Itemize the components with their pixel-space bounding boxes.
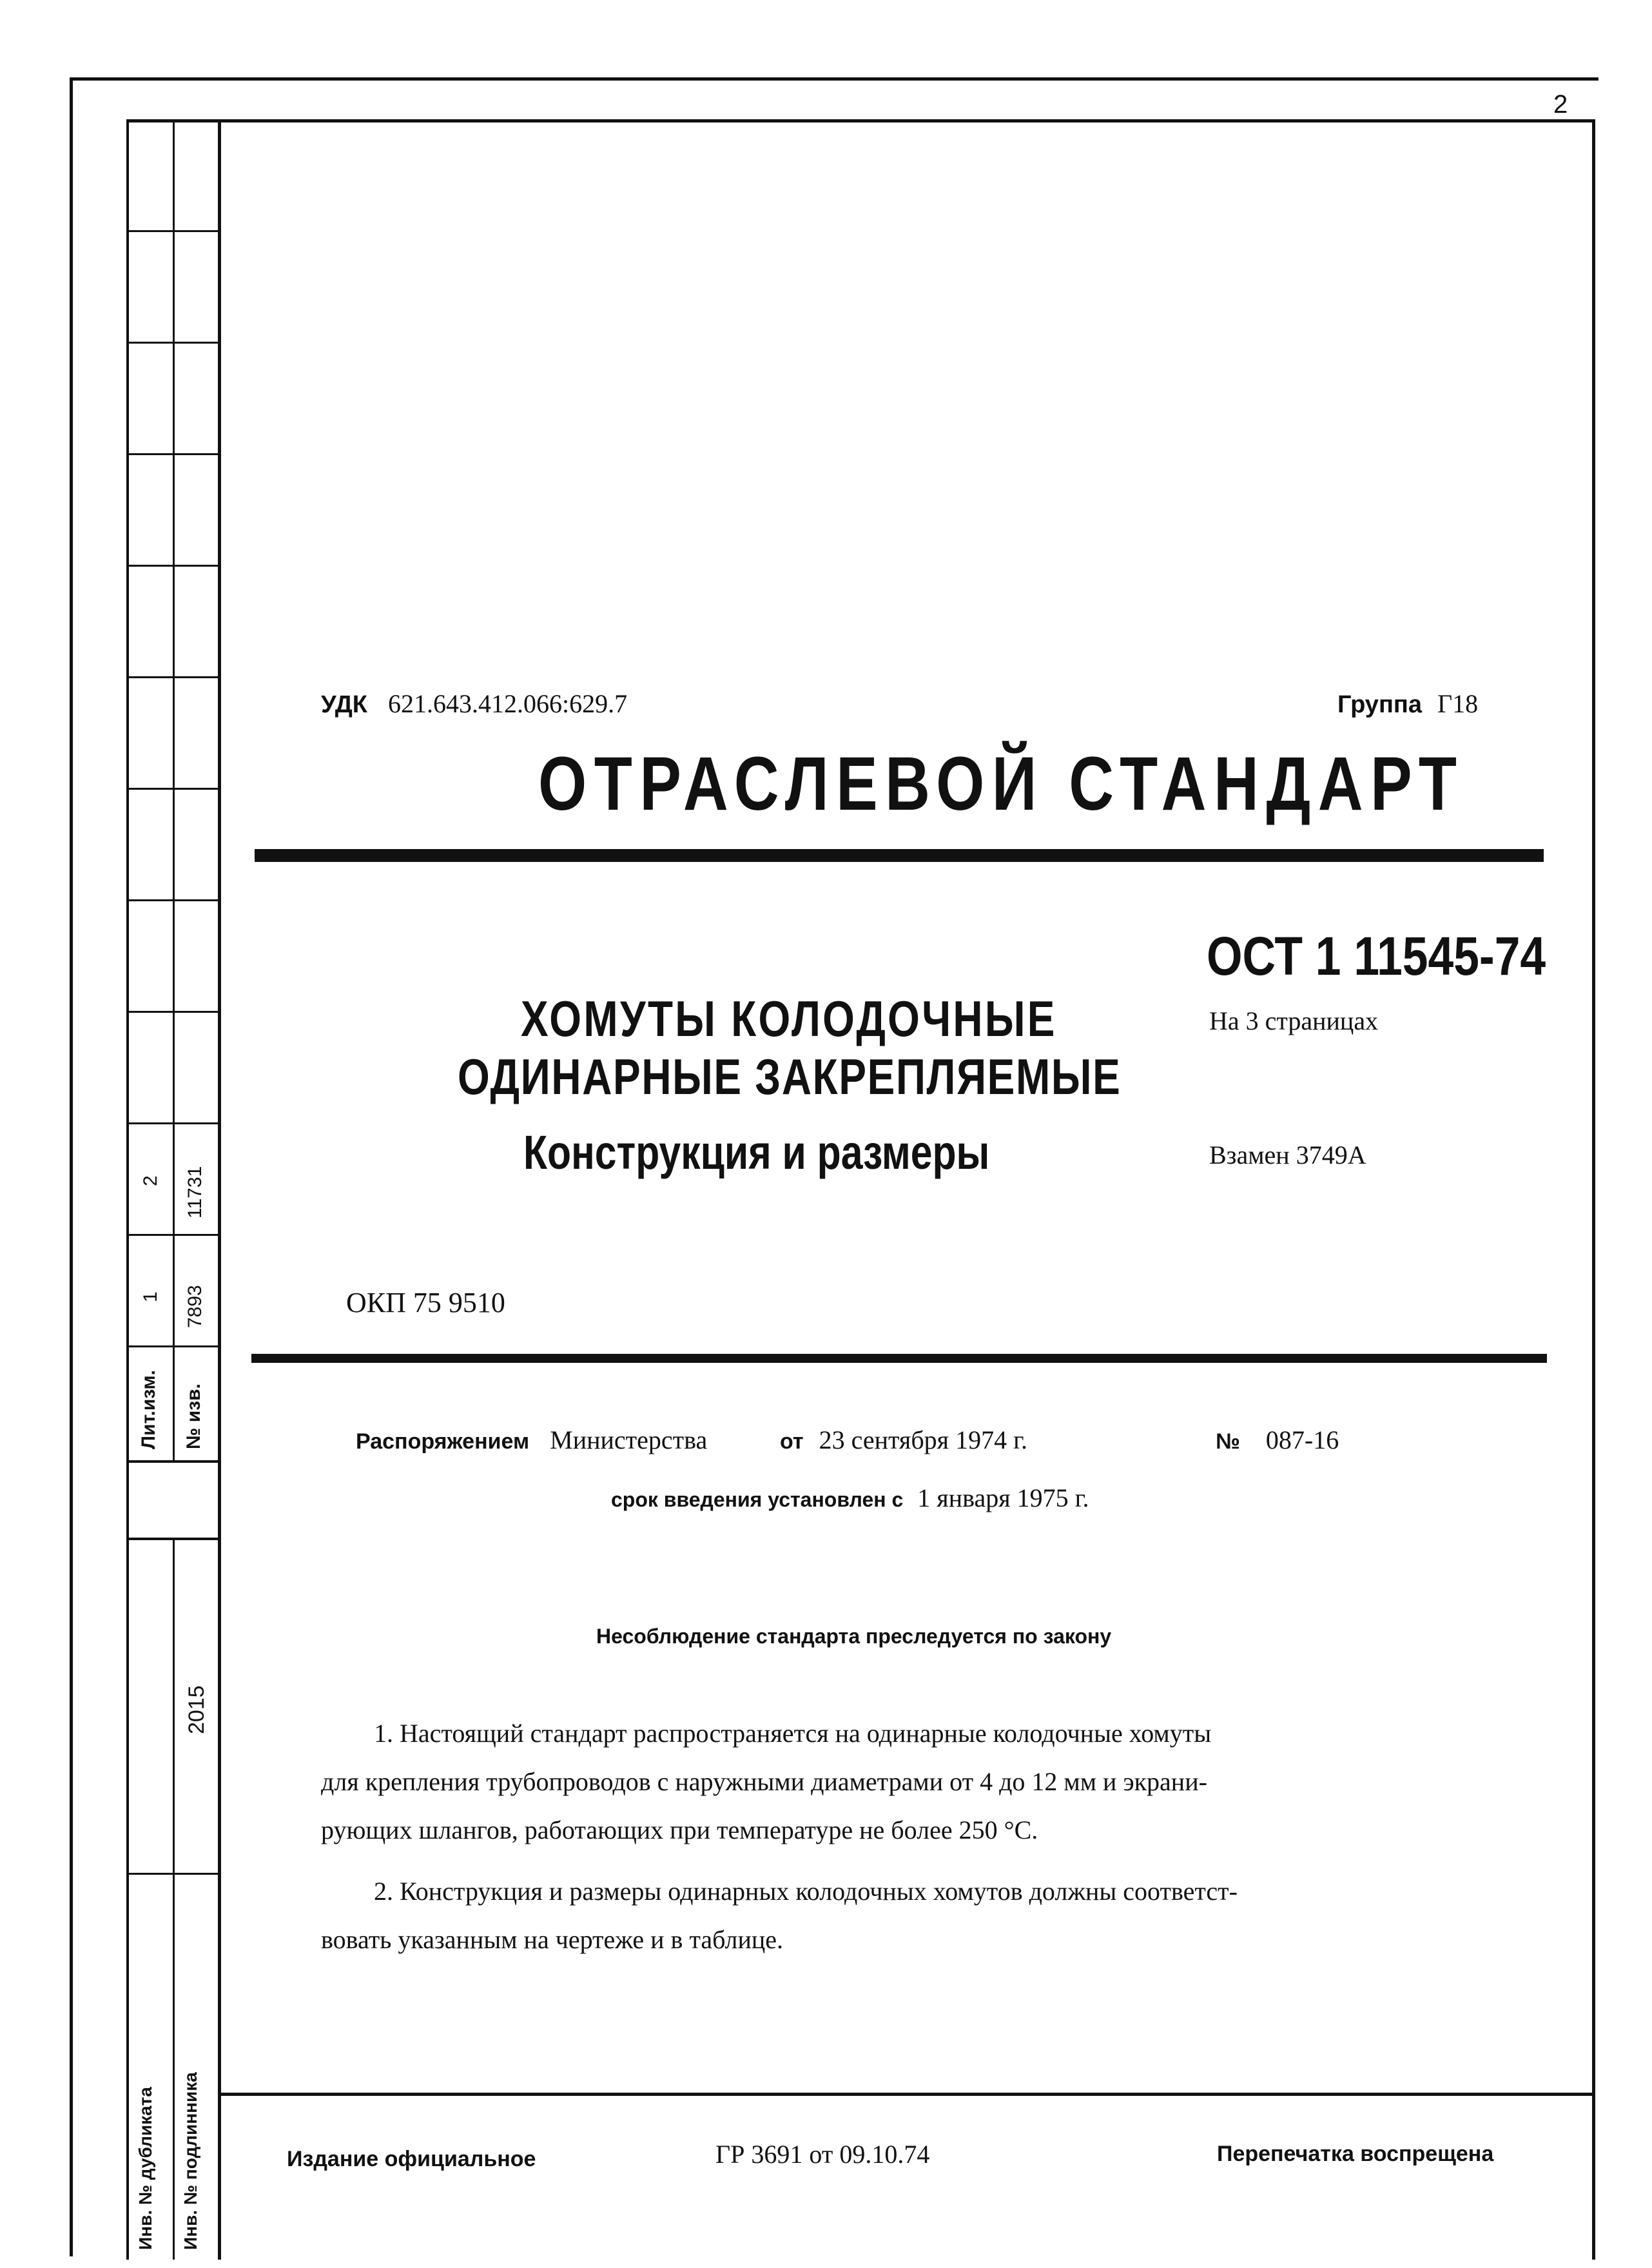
- stamp-row-line: [126, 788, 220, 790]
- stamp-col-right: [218, 119, 221, 2260]
- order-date-line: [780, 1425, 1027, 1455]
- pages-info: На 3 страницах: [1209, 1006, 1379, 1035]
- group-label: Группа: [1337, 691, 1422, 718]
- order-ministry: Министерства: [550, 1425, 708, 1454]
- stamp-row-line: [126, 1538, 220, 1540]
- udk-value: 621.643.412.066:629.7: [387, 689, 628, 718]
- stamp-col-left: [126, 119, 129, 2260]
- paragraph-1-line-2: для крепления трубопроводов с наружными диаметрами от 4 до 12 мм и экрани-: [321, 1767, 1207, 1796]
- order-number-label: №: [1216, 1429, 1240, 1454]
- inner-frame-top: [126, 119, 1595, 122]
- udk-line: [321, 689, 627, 719]
- stamp-col-mid-lower: [173, 1538, 175, 2260]
- stamp-lit-1: 1: [140, 1291, 161, 1302]
- effective-date: 1 января 1975 г.: [917, 1483, 1089, 1512]
- outer-frame-left: [70, 77, 73, 2256]
- effective-label: срок введения установлен с: [611, 1488, 904, 1511]
- stamp-row-line: [126, 676, 220, 678]
- stamp-izv-2: 11731: [184, 1166, 206, 1218]
- group-line: [1337, 689, 1478, 719]
- order-number: 087-16: [1265, 1425, 1339, 1454]
- header-title: ОТРАСЛЕВОЙ СТАНДАРТ: [538, 741, 1464, 826]
- paragraph-2-line-1: 2. Конструкция и размеры одинарных колодочных хомутов должны соответст-: [374, 1877, 1238, 1906]
- stamp-row-line: [126, 1345, 220, 1347]
- standard-code: ОСТ 1 11545-74: [1207, 926, 1546, 986]
- order-date: 23 сентября 1974 г.: [819, 1425, 1027, 1454]
- footer-right: Перепечатка воспрещена: [1217, 2142, 1494, 2166]
- stamp-lit-izm-label: Лит.изм.: [138, 1369, 159, 1449]
- order-label: Распоряжением: [356, 1429, 530, 1454]
- stamp-row-line: [126, 1873, 220, 1875]
- stamp-izv-label: № изв.: [183, 1383, 204, 1449]
- doc-title-line3: Конструкция и размеры: [523, 1126, 990, 1179]
- replaces: Взамен 3749А: [1209, 1140, 1366, 1169]
- paragraph-1-line-1: 1. Настоящий стандарт распространяется на одинарные колодочные хомуты: [374, 1719, 1212, 1748]
- stamp-row-line: [126, 1460, 220, 1463]
- stamp-row-line: [126, 899, 220, 901]
- stamp-row-line: [126, 1011, 220, 1013]
- header-rule: [255, 849, 1544, 862]
- order-number-line: [1216, 1425, 1339, 1455]
- footer-center: ГР 3691 от 09.10.74: [715, 2140, 930, 2169]
- stamp-izv-1: 7893: [184, 1285, 206, 1328]
- doc-title-line2: ОДИНАРНЫЕ ЗАКРЕПЛЯЕМЫЕ: [458, 1048, 1122, 1105]
- stamp-row-line: [126, 565, 220, 567]
- footer-left: Издание официальное: [287, 2147, 536, 2171]
- stamp-row-line: [126, 230, 220, 232]
- okp-code: ОКП 75 9510: [346, 1287, 505, 1318]
- stamp-row-line: [126, 453, 220, 455]
- stamp-row-line: [126, 1234, 220, 1236]
- stamp-row-line: [126, 1122, 220, 1124]
- outer-frame-top: [70, 77, 1599, 81]
- inner-frame-right: [1592, 119, 1595, 2260]
- paragraph-2-line-2: вовать указанным на чертеже и в таблице.: [321, 1925, 784, 1954]
- effective-line: [611, 1483, 1089, 1513]
- stamp-inv-dup-label: Инв. № дубликата: [135, 2087, 155, 2250]
- order-date-prefix: от: [780, 1429, 804, 1454]
- law-notice: Несоблюдение стандарта преследуется по закону: [596, 1625, 1112, 1648]
- stamp-inv-orig-label: Инв. № подлинника: [180, 2072, 200, 2250]
- stamp-row-line: [126, 342, 220, 344]
- udk-label: УДК: [321, 691, 367, 718]
- page-number: 2: [1553, 90, 1568, 119]
- group-value: Г18: [1437, 689, 1479, 718]
- footer-separator: [218, 2093, 1595, 2096]
- paragraph-1-line-3: рующих шлангов, работающих при температуре не более 250 °С.: [321, 1815, 1038, 1844]
- stamp-inv-orig-value: 2015: [184, 1685, 209, 1734]
- title-rule: [251, 1354, 1547, 1363]
- doc-title-line1: ХОМУТЫ КОЛОДОЧНЫЕ: [521, 990, 1057, 1047]
- stamp-col-mid: [173, 119, 175, 1461]
- stamp-lit-2: 2: [140, 1175, 161, 1186]
- order-line: [356, 1425, 707, 1455]
